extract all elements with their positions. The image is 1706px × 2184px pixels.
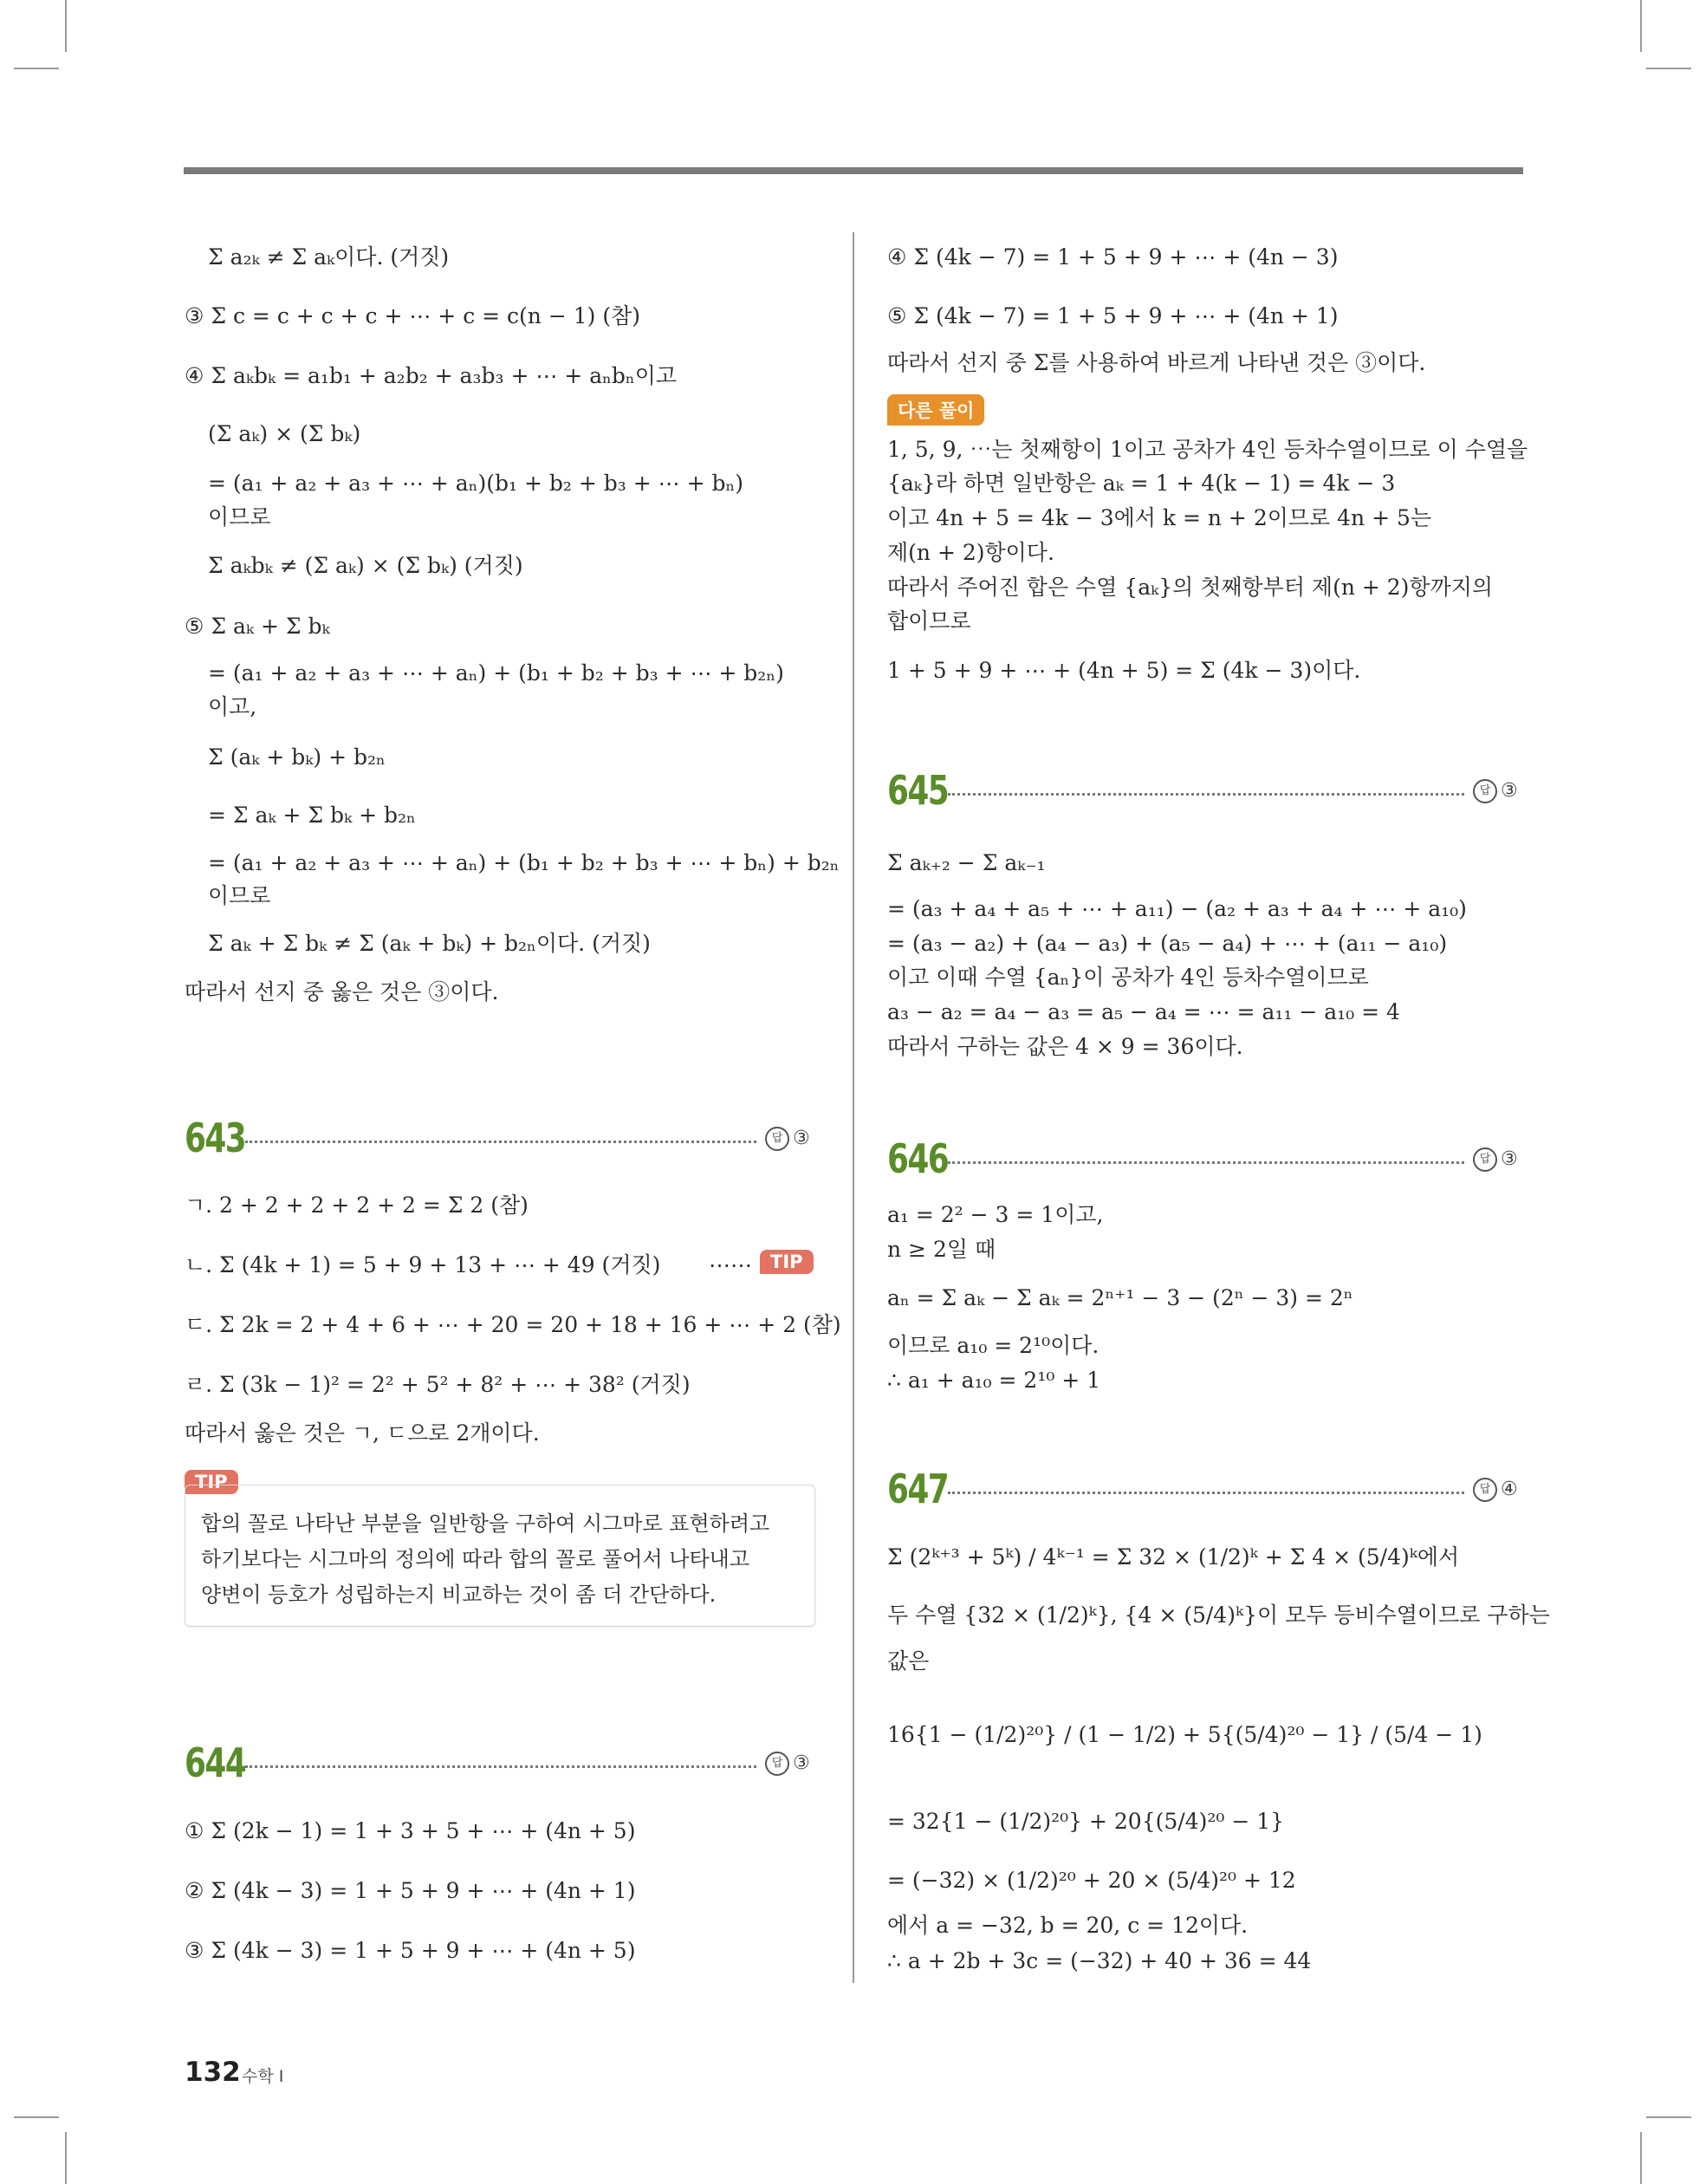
text-line: = (a₁ + a₂ + a₃ + ⋯ + aₙ) + (b₁ + b₂ + b₃ + ⋯ + b₂ₙ) xyxy=(208,660,784,686)
text-line: 이므로 xyxy=(208,504,271,530)
leader-dots xyxy=(948,1161,1464,1164)
text-line: = Σ aₖ + Σ bₖ + b₂ₙ xyxy=(208,803,416,828)
text-line: a₃ − a₂ = a₄ − a₃ = a₅ − a₄ = ⋯ = a₁₁ − a₁₀ = 4 xyxy=(887,999,1400,1024)
text-line: Σ a₂ₖ ≠ Σ aₖ이다. (거짓) xyxy=(208,244,450,270)
answer-mark xyxy=(1473,1147,1518,1172)
page-number: 132 xyxy=(185,2057,241,2088)
text-line: Σ aₖ₊₂ − Σ aₖ₋₁ xyxy=(887,850,1046,875)
text-line: = (a₃ + a₄ + a₅ + ⋯ + a₁₁) − (a₂ + a₃ + a₄ + ⋯ + a₁₀) xyxy=(887,896,1467,921)
text-line: Σ aₖ + Σ bₖ ≠ Σ (aₖ + bₖ) + b₂ₙ이다. (거짓) xyxy=(208,931,651,956)
top-rule xyxy=(184,167,1523,174)
tip-box-label: TIP xyxy=(185,1470,238,1494)
answer-value: ③ xyxy=(1501,780,1518,802)
text-line: (Σ aₖ) × (Σ bₖ) xyxy=(208,421,361,446)
text-line: 이고 4n + 5 = 4k − 3에서 k = n + 2이므로 4n + 5는 xyxy=(887,505,1432,530)
leader-dots xyxy=(245,1141,756,1143)
question-646-header xyxy=(887,1135,1523,1187)
answer-value: ③ xyxy=(793,1128,810,1149)
question-number: 647 xyxy=(887,1466,949,1512)
text-line: ① Σ (2k − 1) = 1 + 3 + 5 + ⋯ + (4n + 5) xyxy=(185,1818,636,1843)
crop-mark xyxy=(1646,68,1691,69)
text-line: ⑤ Σ aₖ + Σ bₖ xyxy=(185,614,330,639)
question-647-header xyxy=(887,1466,1523,1518)
text-line: 16{1 − (1/2)²⁰} / (1 − 1/2) + 5{(5/4)²⁰ − 1} / (5/4 − 1) xyxy=(887,1722,1482,1747)
text-line: 따라서 선지 중 옳은 것은 ③이다. xyxy=(185,979,499,1004)
text-line: 이고, xyxy=(208,694,257,719)
answer-value: ③ xyxy=(793,1752,810,1774)
text-line: 따라서 주어진 합은 수열 {aₖ}의 첫째항부터 제(n + 2)항까지의 xyxy=(887,575,1494,600)
text-line: 이고 이때 수열 {aₙ}이 공차가 4인 등차수열이므로 xyxy=(887,965,1369,990)
crop-mark xyxy=(14,2116,59,2118)
text-line: 값은 xyxy=(887,1648,930,1674)
text-line: Σ (2ᵏ⁺³ + 5ᵏ) / 4ᵏ⁻¹ = Σ 32 × (1/2)ᵏ + Σ 4 × (5/4)ᵏ에서 xyxy=(887,1544,1460,1570)
text-line: 하기보다는 시그마의 정의에 따라 합의 꼴로 풀어서 나타내고 xyxy=(201,1547,750,1571)
tip-leader: ⋯⋯ xyxy=(709,1252,752,1277)
answer-label-icon: 답 xyxy=(765,1752,789,1776)
text-line: ㄱ. 2 + 2 + 2 + 2 + 2 = Σ 2 (참) xyxy=(185,1193,529,1218)
question-number: 644 xyxy=(185,1739,246,1786)
text-line: = (a₁ + a₂ + a₃ + ⋯ + aₙ)(b₁ + b₂ + b₃ + ⋯ + bₙ) xyxy=(208,471,744,496)
tip-badge: TIP xyxy=(760,1250,814,1274)
crop-mark xyxy=(14,68,59,69)
text-line: aₙ = Σ aₖ − Σ aₖ = 2ⁿ⁺¹ − 3 − (2ⁿ − 3) = 2ⁿ xyxy=(887,1285,1353,1310)
text-line: {aₖ}라 하면 일반항은 aₖ = 1 + 4(k − 1) = 4k − 3 xyxy=(887,471,1396,496)
text-line: ∴ a + 2b + 3c = (−32) + 40 + 36 = 44 xyxy=(887,1948,1312,1973)
leader-dots xyxy=(948,793,1464,796)
text-line: = (a₁ + a₂ + a₃ + ⋯ + aₙ) + (b₁ + b₂ + b₃ + ⋯ + bₙ) + b₂ₙ xyxy=(208,850,840,875)
text-line: 에서 a = −32, b = 20, c = 12이다. xyxy=(887,1913,1249,1938)
text-line: ㄷ. Σ 2k = 2 + 4 + 6 + ⋯ + 20 = 20 + 18 + 16 + ⋯ + 2 (참) xyxy=(185,1312,841,1337)
text-line: 따라서 구하는 값은 4 × 9 = 36이다. xyxy=(887,1034,1243,1059)
crop-mark xyxy=(1646,2116,1691,2118)
text-line: ㄴ. Σ (4k + 1) = 5 + 9 + 13 + ⋯ + 49 (거짓) xyxy=(185,1252,661,1277)
text-line: ③ Σ c = c + c + c + ⋯ + c = c(n − 1) (참) xyxy=(185,303,640,328)
answer-mark xyxy=(1473,1478,1518,1502)
text-line: ③ Σ (4k − 3) = 1 + 5 + 9 + ⋯ + (4n + 5) xyxy=(185,1938,636,1963)
answer-label-icon: 답 xyxy=(1473,1147,1497,1172)
text-line: 이므로 xyxy=(208,883,271,908)
text-line: ④ Σ (4k − 7) = 1 + 5 + 9 + ⋯ + (4n − 3) xyxy=(887,244,1339,270)
text-line: 1 + 5 + 9 + ⋯ + (4n + 5) = Σ (4k − 3)이다. xyxy=(887,658,1361,683)
question-643-header xyxy=(185,1115,814,1167)
text-line: 1, 5, 9, ⋯는 첫째항이 1이고 공차가 4인 등차수열이므로 이 수열을 xyxy=(887,437,1528,462)
column-divider xyxy=(853,232,854,1983)
text-line: ㄹ. Σ (3k − 1)² = 2² + 5² + 8² + ⋯ + 38² (거짓) xyxy=(185,1372,691,1397)
answer-mark xyxy=(765,1752,810,1776)
text-line: = (a₃ − a₂) + (a₄ − a₃) + (a₅ − a₄) + ⋯ + (a₁₁ − a₁₀) xyxy=(887,931,1448,956)
crop-mark xyxy=(1640,0,1642,52)
question-645-header xyxy=(887,767,1523,819)
question-number: 645 xyxy=(887,767,949,814)
answer-mark xyxy=(765,1127,810,1151)
question-number: 646 xyxy=(887,1135,949,1182)
answer-label-icon: 답 xyxy=(765,1127,789,1151)
text-line: 이므로 a₁₀ = 2¹⁰이다. xyxy=(887,1333,1099,1358)
text-line: a₁ = 2² − 3 = 1이고, xyxy=(887,1202,1104,1227)
text-line: 따라서 옳은 것은 ㄱ, ㄷ으로 2개이다. xyxy=(185,1420,540,1446)
text-line: ∴ a₁ + a₁₀ = 2¹⁰ + 1 xyxy=(887,1368,1101,1393)
answer-value: ③ xyxy=(1501,1148,1518,1170)
text-line: ② Σ (4k − 3) = 1 + 5 + 9 + ⋯ + (4n + 1) xyxy=(185,1878,636,1903)
answer-mark xyxy=(1473,779,1518,803)
text-line: Σ aₖbₖ ≠ (Σ aₖ) × (Σ bₖ) (거짓) xyxy=(208,553,523,578)
question-644-header xyxy=(185,1739,814,1791)
answer-label-icon: 답 xyxy=(1473,1478,1497,1502)
text-line: 따라서 선지 중 Σ를 사용하여 바르게 나타낸 것은 ③이다. xyxy=(887,350,1426,375)
crop-mark xyxy=(65,2132,67,2184)
page-subject: 수학 I xyxy=(242,2067,284,2086)
text-line: 두 수열 {32 × (1/2)ᵏ}, {4 × (5/4)ᵏ}이 모두 등비수열이므로 구하는 xyxy=(887,1602,1550,1628)
text-line: 제(n + 2)항이다. xyxy=(887,540,1054,565)
crop-mark xyxy=(1640,2132,1642,2184)
text-line: 합의 꼴로 나타난 부분을 일반항을 구하여 시그마로 표현하려고 xyxy=(201,1511,770,1536)
text-line: 양변이 등호가 성립하는지 비교하는 것이 좀 더 간단하다. xyxy=(201,1583,717,1607)
text-line: = (−32) × (1/2)²⁰ + 20 × (5/4)²⁰ + 12 xyxy=(887,1868,1296,1893)
answer-label-icon: 답 xyxy=(1473,779,1497,803)
leader-dots xyxy=(245,1765,756,1768)
text-line: n ≥ 2일 때 xyxy=(887,1237,996,1262)
text-line: ④ Σ aₖbₖ = a₁b₁ + a₂b₂ + a₃b₃ + ⋯ + aₙbₙ이고 xyxy=(185,363,678,388)
answer-value: ④ xyxy=(1501,1479,1518,1500)
crop-mark xyxy=(65,0,67,52)
text-line: 합이므로 xyxy=(887,608,971,634)
leader-dots xyxy=(948,1492,1464,1494)
text-line: ⑤ Σ (4k − 7) = 1 + 5 + 9 + ⋯ + (4n + 1) xyxy=(887,303,1339,328)
question-number: 643 xyxy=(185,1115,246,1161)
alternate-solution-badge: 다른 풀이 xyxy=(887,394,984,426)
text-line: = 32{1 − (1/2)²⁰} + 20{(5/4)²⁰ − 1} xyxy=(887,1809,1285,1834)
text-line: Σ (aₖ + bₖ) + b₂ₙ xyxy=(208,744,386,770)
